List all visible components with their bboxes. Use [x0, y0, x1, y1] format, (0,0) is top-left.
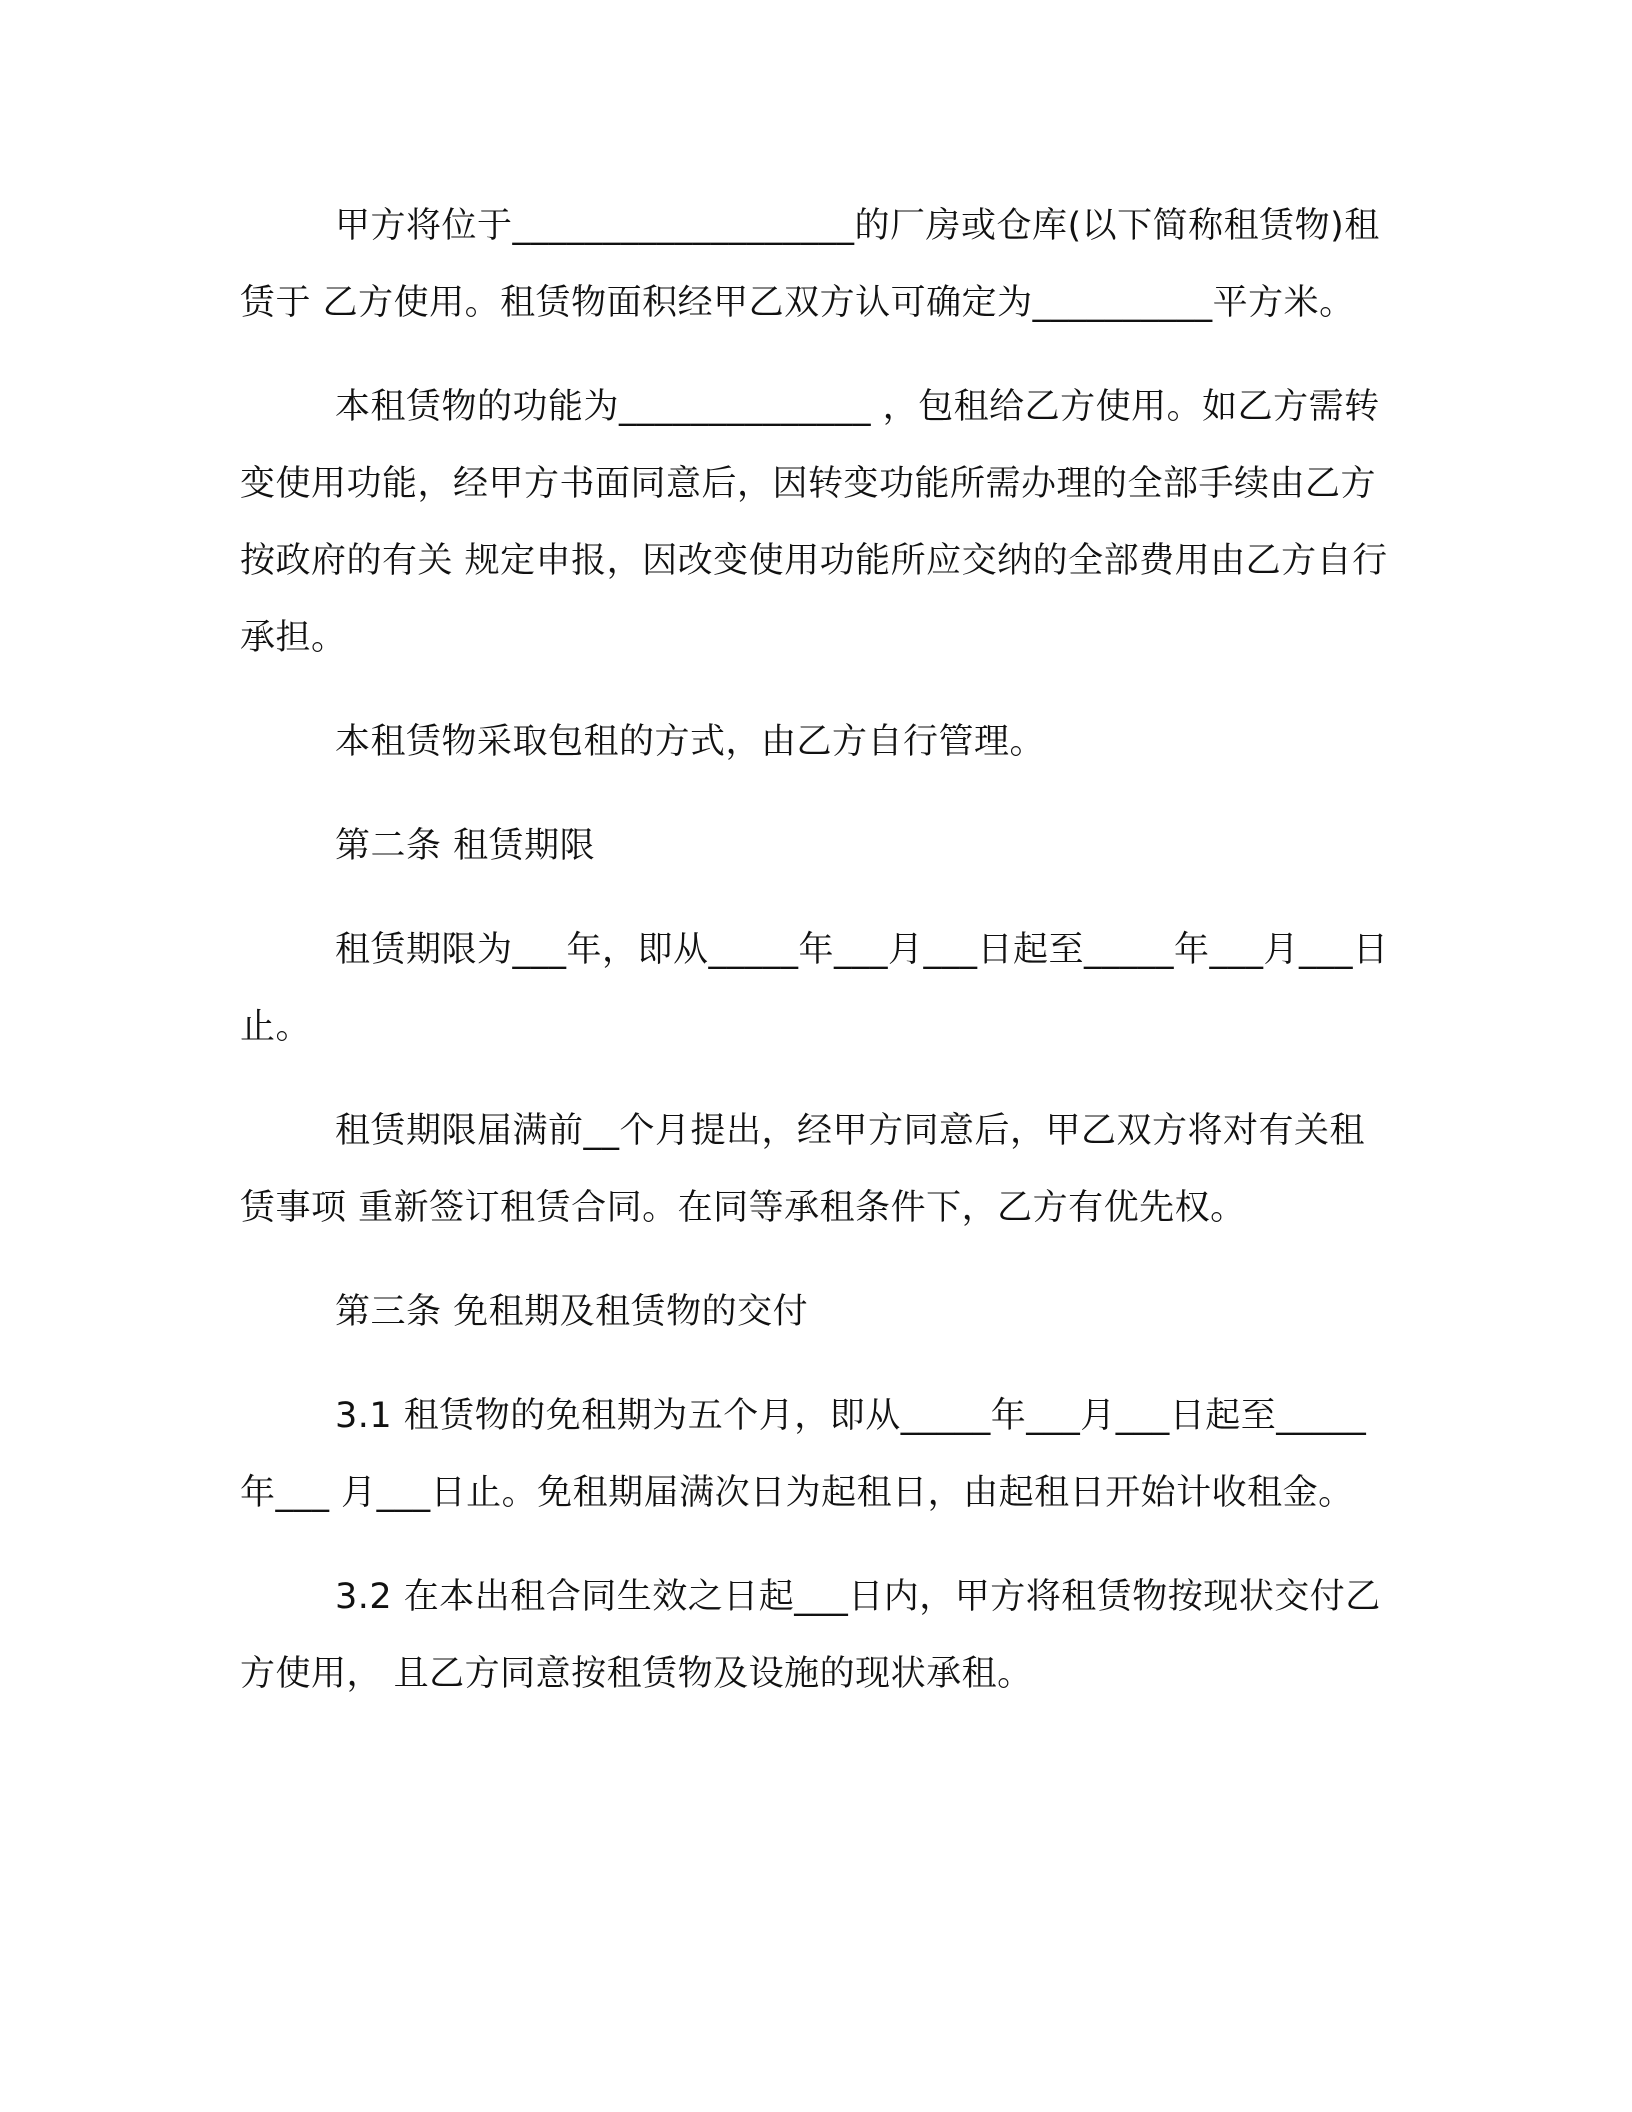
- paragraph-lease-renewal: 租赁期限届满前__个月提出，经甲方同意后，甲乙双方将对有关租赁事项 重新签订租赁合同。在同等承租条件下，乙方有优先权。: [240, 1111, 1366, 1228]
- document-body: [240, 188, 1390, 1740]
- heading-article-2: 第二条 租赁期限: [335, 826, 596, 866]
- heading-article-3: 第三条 免租期及租赁物的交付: [335, 1292, 809, 1332]
- paragraph-lease-management: 本租赁物采取包租的方式，由乙方自行管理。: [335, 722, 1046, 762]
- paragraph-delivery: 3.2 在本出租合同生效之日起___日内，甲方将租赁物按现状交付乙方使用， 且乙方同意按租赁物及设施的现状承租。: [240, 1577, 1381, 1694]
- paragraph-lease-term: 租赁期限为___年，即从_____年___月___日起至_____年___月___日 止。: [240, 930, 1389, 1047]
- paragraph-lease-location: 甲方将位于___________________的厂房或仓库(以下简称租赁物)租赁于 乙方使用。租赁物面积经甲乙双方认可确定为__________平方米。: [240, 206, 1380, 323]
- paragraph-lease-function: 本租赁物的功能为______________ ，包租给乙方使用。如乙方需转变使用功能，经甲方书面同意后，因转变功能所需办理的全部手续由乙方按政府的有关 规定申报，因改变使用功能所应交纳的全部费用由乙方自行承担。: [240, 387, 1388, 658]
- paragraph-rent-free-period: 3.1 租赁物的免租期为五个月，即从_____年___月___日起至_____年___ 月___日止。免租期届满次日为起租日，由起租日开始计收租金。: [240, 1396, 1367, 1513]
